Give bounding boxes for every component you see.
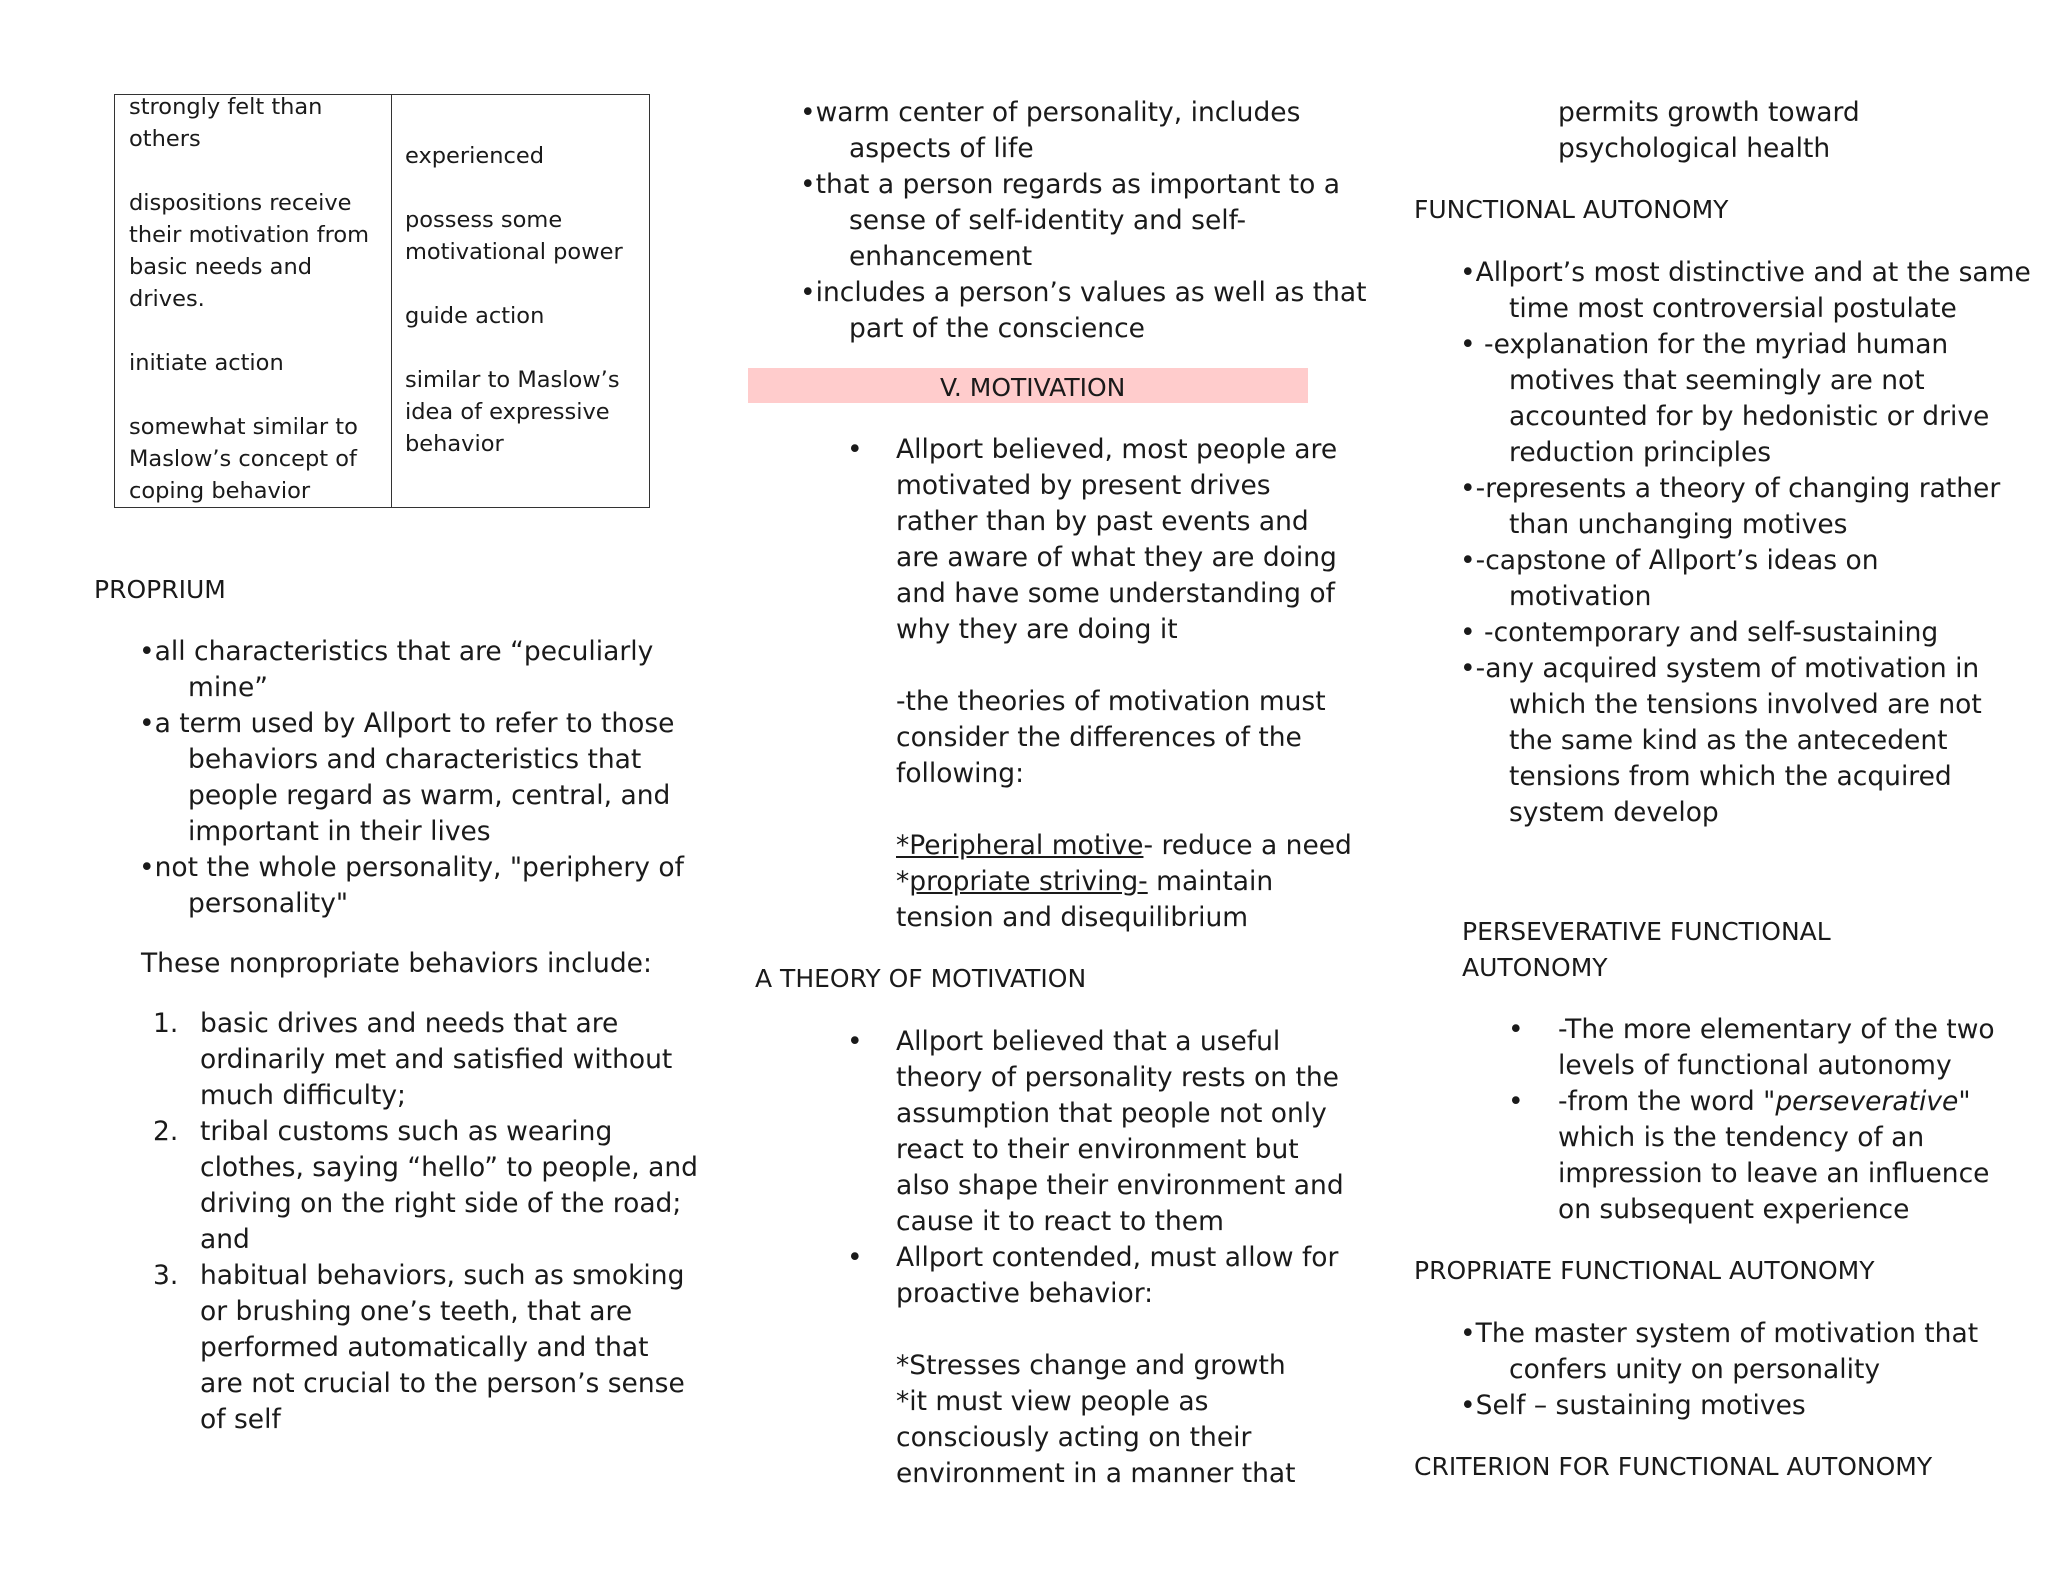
proprium-bullet-cont: personality" (188, 888, 349, 919)
proprium-cont-line: part of the conscience (849, 313, 1145, 344)
perseverative-post: " (1958, 1086, 1971, 1117)
proprium-cont-bullet: •that a person regards as important to a (800, 169, 1341, 200)
pfa-bullet: •Self – sustaining motives (1460, 1390, 1806, 1421)
proprium-cont-bullet: •includes a person’s values as well as that (800, 277, 1367, 308)
perseverative-line: -The more elementary of the two (1558, 1014, 1995, 1045)
table-right-line: behavior (405, 431, 504, 457)
perseverative-word: perseverative (1775, 1086, 1959, 1117)
theory-line: Allport contended, must allow for (896, 1242, 1339, 1273)
propriate-striving-term: propriate striving- (909, 866, 1148, 897)
theory-line: Allport believed that a useful (896, 1026, 1281, 1057)
list-item-line: driving on the right side of the road; (200, 1188, 682, 1219)
pfa-bullet: •The master system of motivation that (1460, 1318, 1979, 1349)
proprium-bullet: •not the whole personality, "periphery of (139, 852, 684, 883)
fa-bullet-cont: reduction principles (1509, 437, 1772, 468)
peripheral-motive-def: - reduce a need (1143, 830, 1352, 861)
fa-bullet-cont: system develop (1509, 797, 1719, 828)
motivation-para-line: and have some understanding of (896, 578, 1335, 609)
motivation-para-line: rather than by past events and (896, 506, 1309, 537)
table-divider (391, 95, 392, 507)
table-right-line: idea of expressive (405, 399, 610, 425)
fa-bullet: •Allport’s most distinctive and at the same (1460, 257, 2031, 288)
theory-line: proactive behavior: (896, 1278, 1154, 1309)
theory-line: also shape their environment and (896, 1170, 1344, 1201)
list-item-line: clothes, saying “hello” to people, and (200, 1152, 698, 1183)
perseverative-line: impression to leave an influence (1558, 1158, 1990, 1189)
perseverative-word-line (1558, 1084, 1971, 1120)
list-item-line: ordinarily met and satisfied without (200, 1044, 673, 1075)
fa-bullet-cont: than unchanging motives (1509, 509, 1848, 540)
fa-bullet: •-capstone of Allport’s ideas on (1460, 545, 1879, 576)
bullet-dot: • (847, 1026, 863, 1057)
theory-star-line: consciously acting on their (896, 1422, 1252, 1453)
list-item-line: basic drives and needs that are (200, 1008, 619, 1039)
table-left-line: drives. (129, 286, 205, 312)
list-item-line: and (200, 1224, 250, 1255)
fa-bullet-cont: motives that seemingly are not (1509, 365, 1925, 396)
motivation-title: V. MOTIVATION (940, 373, 1126, 402)
perseverative-line: on subsequent experience (1558, 1194, 1910, 1225)
col3-top-line: psychological health (1558, 133, 1831, 164)
table-right-line: guide action (405, 303, 545, 329)
bullet-dot: • (847, 434, 863, 465)
list-item-line: habitual behaviors, such as smoking (200, 1260, 685, 1291)
list-item-line: much difficulty; (200, 1080, 406, 1111)
propriate-star: * (896, 866, 910, 897)
perseverative-heading: PERSEVERATIVE FUNCTIONAL (1462, 917, 1831, 946)
peripheral-motive-line (896, 828, 1352, 864)
peripheral-motive-term: *Peripheral motive (896, 830, 1144, 861)
propriate-striving-line2: tension and disequilibrium (896, 902, 1249, 933)
fa-bullet-cont: motivation (1509, 581, 1652, 612)
theories-line: consider the differences of the (896, 722, 1302, 753)
fa-bullet-cont: accounted for by hedonistic or drive (1509, 401, 1990, 432)
theories-line: -the theories of motivation must (896, 686, 1326, 717)
table-left-line: their motivation from (129, 222, 370, 248)
fa-bullet-cont: the same kind as the antecedent (1509, 725, 1948, 756)
theory-line: cause it to react to them (896, 1206, 1224, 1237)
table-left-line: others (129, 126, 201, 152)
table-right-line: possess some (405, 207, 563, 233)
col3-top-line: permits growth toward (1558, 97, 1860, 128)
proprium-bullet-cont: people regard as warm, central, and (188, 780, 671, 811)
criterion-heading: CRITERION FOR FUNCTIONAL AUTONOMY (1414, 1452, 1933, 1481)
fa-bullet-cont: tensions from which the acquired (1509, 761, 1952, 792)
table-right-line: experienced (405, 143, 544, 169)
fa-bullet-cont: time most controversial postulate (1509, 293, 1957, 324)
propriate-fa-heading: PROPRIATE FUNCTIONAL AUTONOMY (1414, 1256, 1875, 1285)
pfa-bullet-cont: confers unity on personality (1509, 1354, 1881, 1385)
theory-line: theory of personality rests on the (896, 1062, 1339, 1093)
proprium-bullet: •all characteristics that are “peculiarly (139, 636, 654, 667)
proprium-bullet-cont: important in their lives (188, 816, 491, 847)
bullet-dot: • (1508, 1014, 1524, 1045)
bullet-dot: • (1508, 1086, 1524, 1117)
theories-line: following: (896, 758, 1025, 789)
table-left-line: initiate action (129, 350, 284, 376)
list-item-line: are not crucial to the person’s sense (200, 1368, 685, 1399)
fa-bullet: • -explanation for the myriad human (1460, 329, 1949, 360)
perseverative-line: levels of functional autonomy (1558, 1050, 1952, 1081)
proprium-cont-line: sense of self-identity and self- (849, 205, 1247, 236)
table-left-line: Maslow’s concept of (129, 446, 357, 472)
table-left-line: basic needs and (129, 254, 312, 280)
list-item-line: of self (200, 1404, 281, 1435)
table-left-line: strongly felt than (129, 94, 323, 120)
theory-star-line: environment in a manner that (896, 1458, 1296, 1489)
motivation-para-line: Allport believed, most people are (896, 434, 1338, 465)
fa-bullet: •-represents a theory of changing rather (1460, 473, 2001, 504)
perseverative-heading: AUTONOMY (1462, 953, 1608, 982)
table-right-line: motivational power (405, 239, 623, 265)
bullet-dot: • (847, 1242, 863, 1273)
list-number: 3. (153, 1260, 179, 1291)
fa-bullet: •-any acquired system of motivation in (1460, 653, 1980, 684)
motivation-para-line: motivated by present drives (896, 470, 1271, 501)
proprium-cont-line: aspects of life (849, 133, 1034, 164)
perseverative-line: which is the tendency of an (1558, 1122, 1925, 1153)
theory-line: react to their environment but (896, 1134, 1299, 1165)
list-item-line: performed automatically and that (200, 1332, 649, 1363)
theory-star-line: *Stresses change and growth (896, 1350, 1286, 1381)
motivation-para-line: are aware of what they are doing (896, 542, 1337, 573)
proprium-bullet: •a term used by Allport to refer to those (139, 708, 675, 739)
propriate-striving-def: maintain (1147, 866, 1274, 897)
nonpropriate-intro: These nonpropriate behaviors include: (141, 948, 652, 979)
trait-table (114, 94, 650, 508)
perseverative-pre: -from the word " (1558, 1086, 1776, 1117)
theory-heading: A THEORY OF MOTIVATION (755, 964, 1087, 993)
fa-bullet-cont: which the tensions involved are not (1509, 689, 1982, 720)
theory-line: assumption that people not only (896, 1098, 1327, 1129)
theory-star-line: *it must view people as (896, 1386, 1209, 1417)
proprium-cont-line: enhancement (849, 241, 1033, 272)
motivation-para-line: why they are doing it (896, 614, 1178, 645)
list-number: 1. (153, 1008, 179, 1039)
table-left-line: somewhat similar to (129, 414, 358, 440)
table-left-line: dispositions receive (129, 190, 352, 216)
list-item-line: or brushing one’s teeth, that are (200, 1296, 633, 1327)
proprium-bullet-cont: mine” (188, 672, 269, 703)
table-left-line: coping behavior (129, 478, 311, 504)
proprium-heading: PROPRIUM (94, 575, 226, 604)
list-item-line: tribal customs such as wearing (200, 1116, 613, 1147)
proprium-cont-bullet: •warm center of personality, includes (800, 97, 1301, 128)
fa-bullet: • -contemporary and self-sustaining (1460, 617, 1939, 648)
proprium-bullet-cont: behaviors and characteristics that (188, 744, 642, 775)
propriate-striving-line (896, 864, 1273, 900)
list-number: 2. (153, 1116, 179, 1147)
table-right-line: similar to Maslow’s (405, 367, 620, 393)
functional-autonomy-heading: FUNCTIONAL AUTONOMY (1414, 195, 1729, 224)
